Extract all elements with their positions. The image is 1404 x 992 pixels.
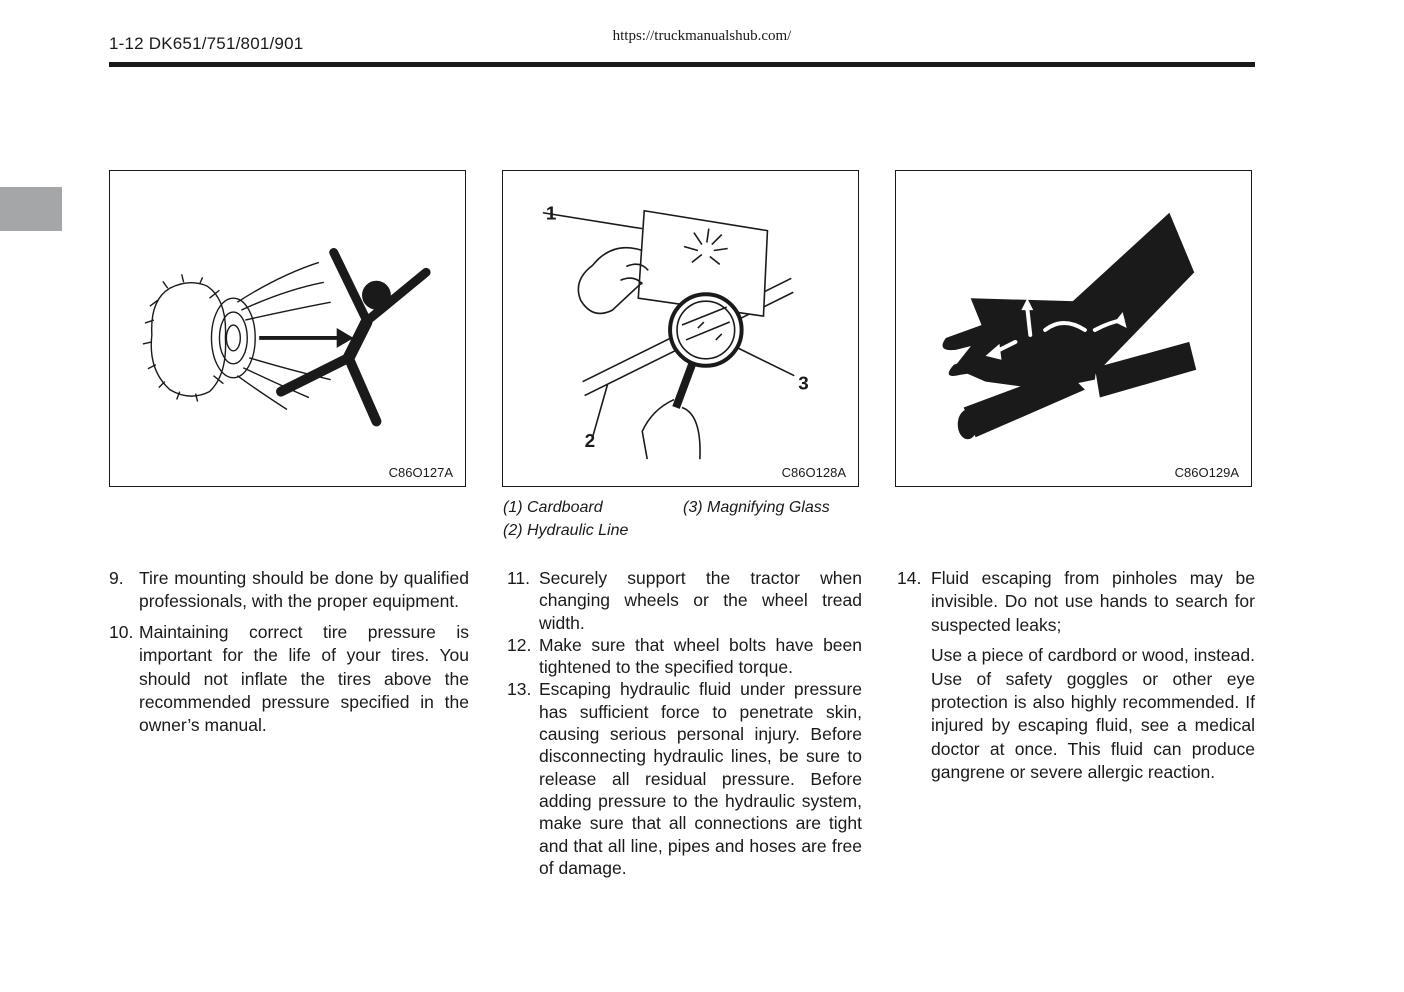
figure-code: C86O127A <box>388 465 453 480</box>
item-text: Fluid escaping from pinholes may be invisible. Do not use hands to search for suspected leaks; <box>931 568 1255 635</box>
list-item <box>109 567 469 614</box>
item-text: Maintaining correct tire pressure is important for the life of your tires. You should not inflate the tires above the recommended pressure specified in the owner’s manual. <box>139 621 469 736</box>
source-url[interactable]: https://truckmanualshub.com/ <box>612 28 792 44</box>
item-text: Make sure that wheel bolts have been tightened to the specified torque. <box>539 634 862 678</box>
list-item <box>109 621 469 738</box>
column-3 <box>897 567 1255 785</box>
legend-cardboard: (1) Cardboard <box>503 499 603 516</box>
column-1 <box>109 567 469 738</box>
chapter-tab <box>0 187 62 231</box>
legend-magnifying-glass: (3) Magnifying Glass <box>683 499 830 516</box>
callout-3: 3 <box>798 373 809 395</box>
item-number: 12. <box>507 634 532 655</box>
item-text: Securely support the tractor when changing wheels or the wheel tread width. <box>539 568 862 633</box>
list-item <box>507 678 862 879</box>
list-item <box>507 567 862 634</box>
figure-leak-check <box>502 170 859 487</box>
item-number: 9. <box>109 568 124 588</box>
item-number: 13. <box>507 679 532 700</box>
header-rule <box>109 62 1255 67</box>
figure-tire-explosion <box>109 170 466 487</box>
page-reference: 1-12 DK651/751/801/901 <box>109 34 304 53</box>
callout-1: 1 <box>545 203 557 225</box>
tire-explosion-illustration <box>110 171 465 486</box>
item-text: Tire mounting should be done by qualified professionals, with the proper equipment. <box>139 568 469 612</box>
item-number: 14. <box>897 568 922 588</box>
leak-check-illustration <box>503 171 858 486</box>
figure-fluid-injection <box>895 170 1252 487</box>
figure-code: C86O129A <box>1174 465 1239 480</box>
paragraph: Use a piece of cardbord or wood, instead. Use of safety goggles or other eye protection is also highly recommended. If injured by escaping fluid, see a medical doctor at once. This fluid can produce gangrene or severe allergic reaction. <box>931 645 1255 783</box>
callout-2: 2 <box>584 431 596 453</box>
item-number: 10. <box>109 621 134 642</box>
list-item <box>507 634 862 679</box>
list-item <box>897 567 1255 637</box>
fluid-injection-illustration <box>896 171 1251 486</box>
column-2 <box>507 567 862 879</box>
figure-code: C86O128A <box>781 465 846 480</box>
item-text: Escaping hydraulic fluid under pressure has sufficient force to penetrate skin, causing serious personal injury. Before disconnecting hydraulic lines, be sure to release all residual pressure. Before adding pressure to the hydraulic system, make sure that all connections are tight and that all line, pipes and hoses are free of damage. <box>539 679 862 878</box>
item-number: 11. <box>507 568 531 588</box>
legend-hydraulic-line: (2) Hydraulic Line <box>503 522 629 539</box>
